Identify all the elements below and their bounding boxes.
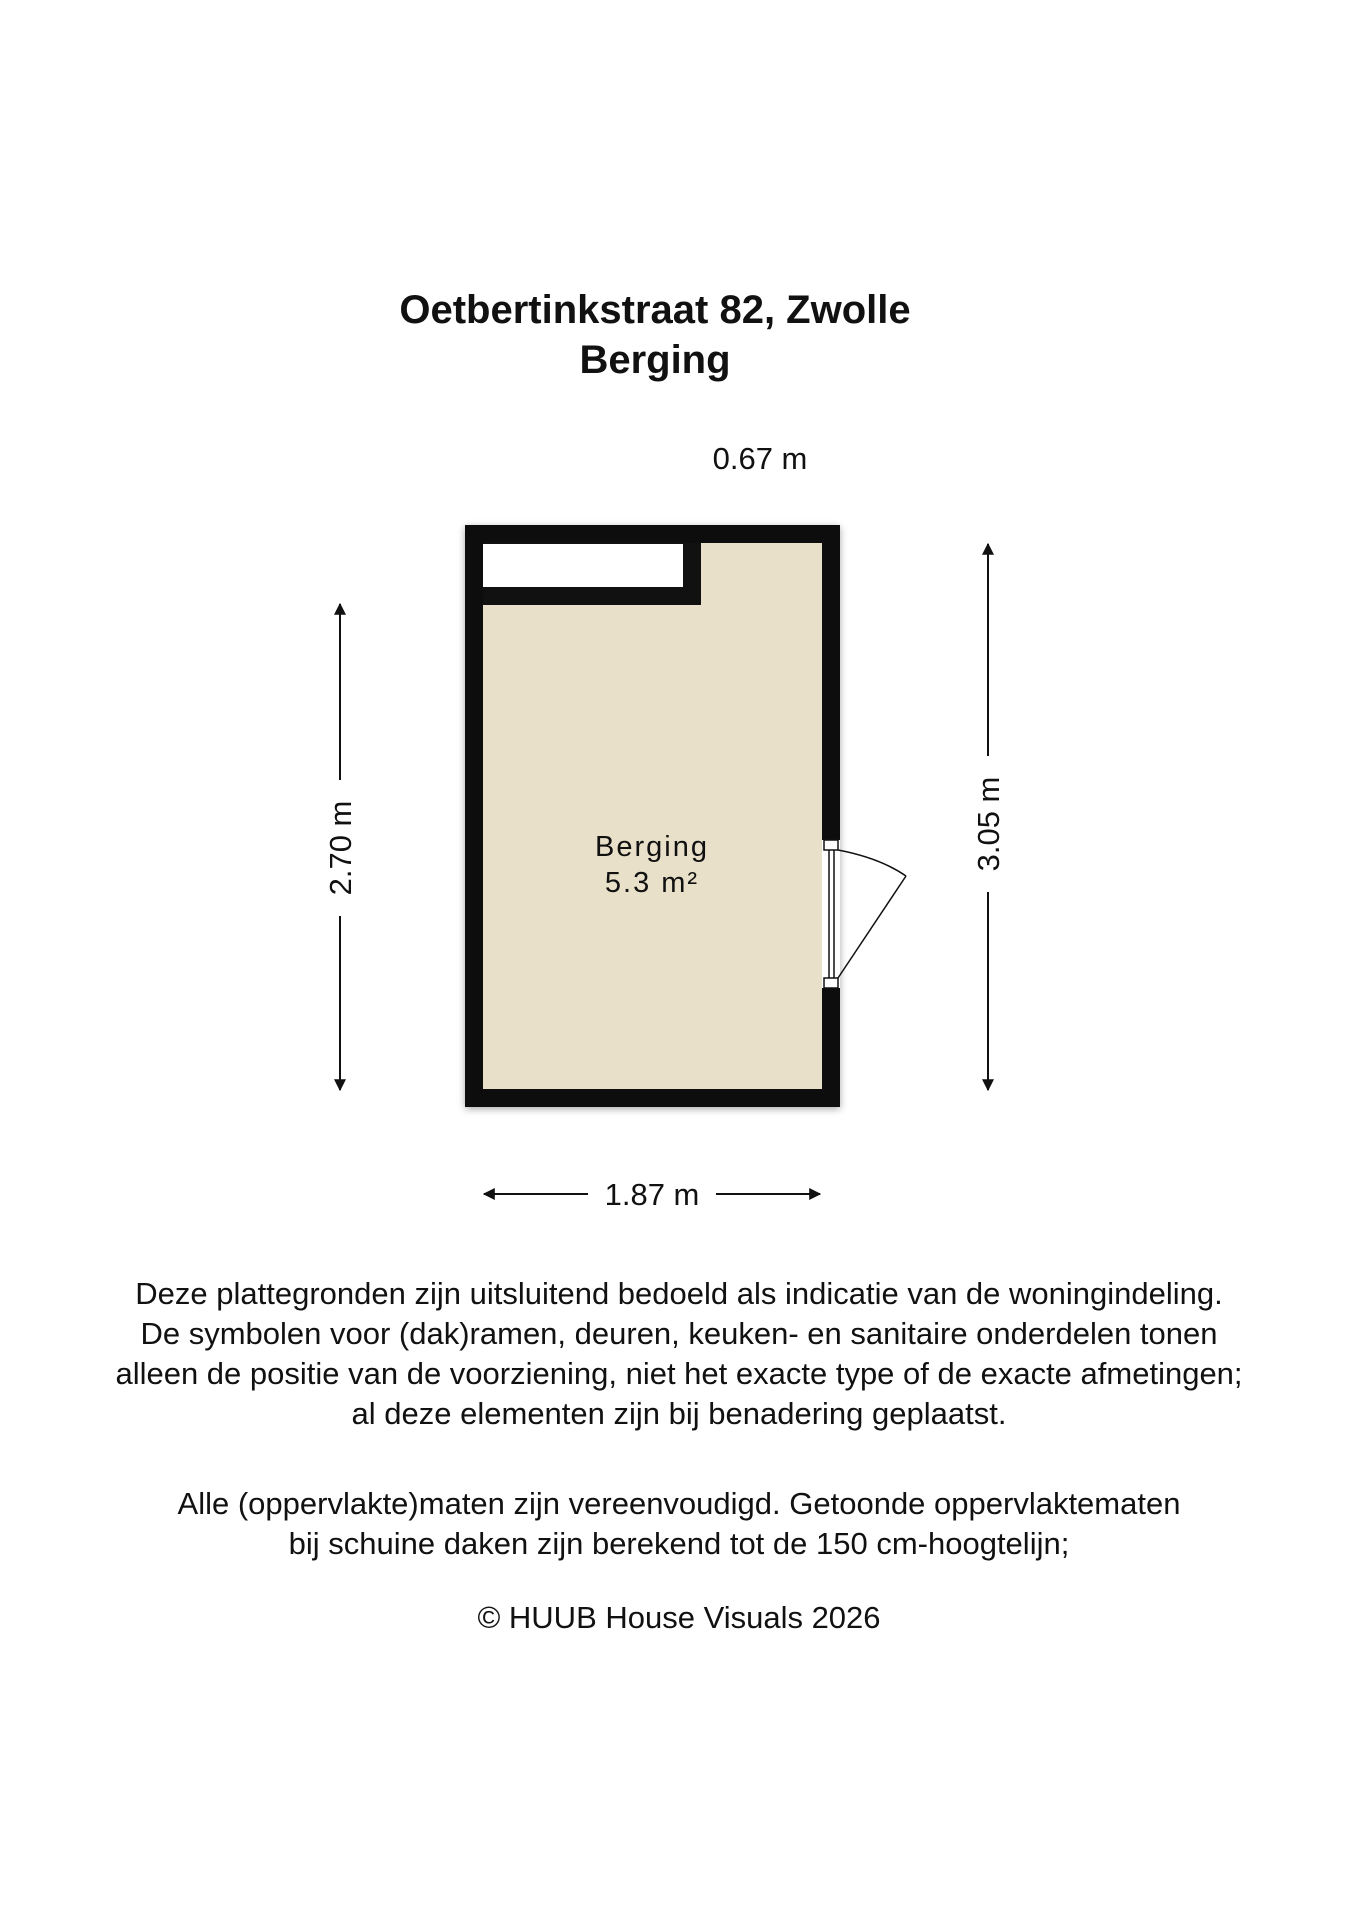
room-name-label: Berging [595,831,709,863]
disclaimer-line: De symbolen voor (dak)ramen, deuren, keuken- en sanitaire onderdelen tonen [140,1316,1218,1351]
room-area-label: 5.3 m² [604,867,700,899]
room-floor [483,543,822,1089]
disclaimer-paragraph-1 [0,1274,1358,1434]
dimension-top-label: 0.67 m [712,441,808,476]
disclaimer-line: al deze elementen zijn bij benadering geplaatst. [351,1396,1007,1431]
door-opening [822,840,840,988]
floor-title: Berging [579,338,731,382]
disclaimer-line: bij schuine daken zijn berekend tot de 150 cm-hoogtelijn; [288,1526,1070,1561]
dimension-left-label: 2.70 m [323,800,358,896]
disclaimer-line: Alle (oppervlakte)maten zijn vereenvoudigd. Getoonde oppervlaktematen [177,1486,1181,1521]
notch-void [483,543,683,587]
door-jamb-top [824,840,838,850]
door-swing-line [838,876,906,978]
plan-address-title: Oetbertinkstraat 82, Zwolle [399,288,911,332]
door-jamb-bottom [824,978,838,988]
copyright-notice: © HUUB House Visuals 2026 [477,1600,881,1635]
door-swing-arc [838,850,906,876]
dimension-right-label: 3.05 m [971,776,1006,872]
disclaimer-line: alleen de positie van de voorziening, niet het exacte type of de exacte afmetingen; [115,1356,1243,1391]
disclaimer-line: Deze plattegronden zijn uitsluitend bedoeld als indicatie van de woningindeling. [135,1276,1223,1311]
disclaimer-paragraph-2 [0,1484,1358,1564]
dimension-bottom-label: 1.87 m [604,1177,700,1212]
